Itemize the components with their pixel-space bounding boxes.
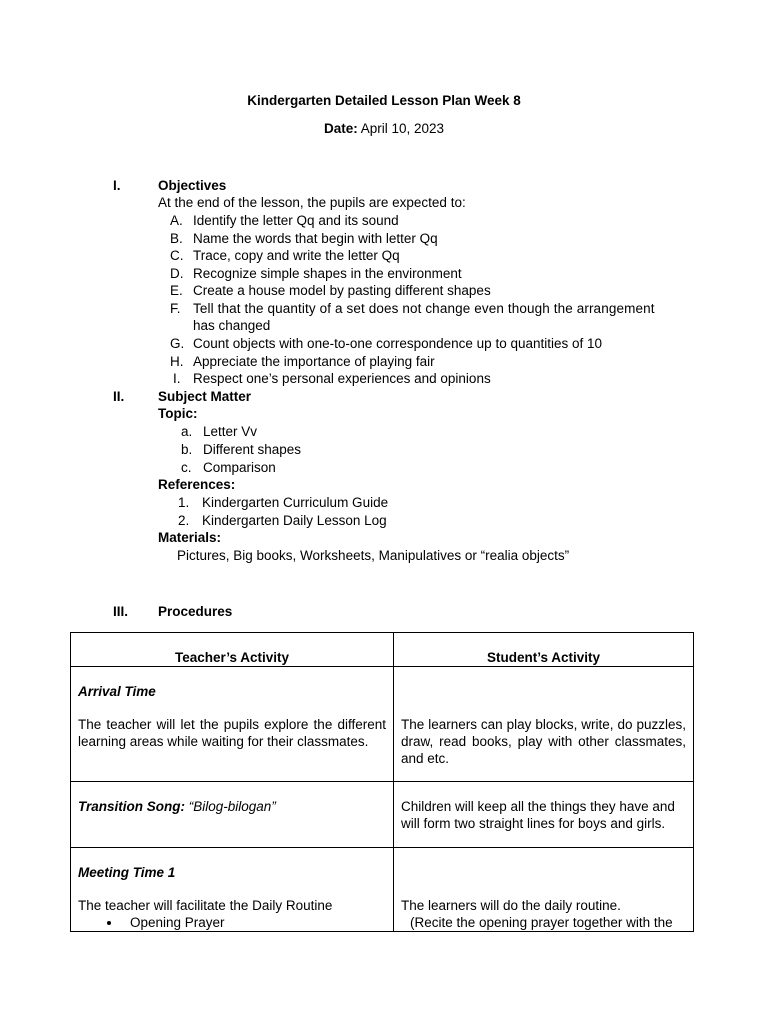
objective-letter: H.	[170, 354, 184, 369]
lesson-date	[0, 121, 768, 136]
meeting-bullet-list	[78, 914, 386, 931]
teacher-activity-header: Teacher’s Activity	[71, 633, 394, 667]
objectives-numeral: I.	[113, 178, 121, 193]
arrival-student-text: The learners can play blocks, write, do puzzles, draw, read books, play with other classmates, and etc.	[401, 717, 686, 766]
objective-letter: E.	[170, 283, 183, 298]
subject-matter-numeral: II.	[113, 389, 125, 404]
date-label: Date:	[323, 121, 358, 136]
reference-number: 1.	[178, 495, 190, 510]
table-header-row	[71, 633, 694, 667]
arrival-student-cell	[394, 667, 694, 782]
objective-item: Create a house model by pasting different shapes	[193, 283, 491, 298]
transition-student-cell	[394, 782, 694, 848]
objective-item: Appreciate the importance of playing fair	[193, 354, 435, 369]
objective-item: Name the words that begin with letter Qq	[193, 231, 438, 246]
objectives-intro: At the end of the lesson, the pupils are expected to:	[158, 195, 466, 210]
table-row	[71, 782, 694, 848]
topic-item: Different shapes	[203, 442, 302, 457]
arrival-teacher-text: The teacher will let the pupils explore the different learning areas while waiting for their classmates.	[78, 717, 386, 749]
objective-letter: A.	[170, 213, 183, 228]
subject-matter-heading: Subject Matter	[158, 389, 252, 404]
table-row	[71, 848, 694, 932]
reference-item: Kindergarten Curriculum Guide	[202, 495, 389, 510]
arrival-teacher-cell	[71, 667, 394, 782]
topic-letter: c.	[181, 460, 192, 475]
procedures-heading: Procedures	[158, 604, 233, 619]
materials-label: Materials:	[158, 530, 222, 545]
topic-item: Comparison	[203, 460, 276, 475]
meeting-teacher-text: The teacher will facilitate the Daily Routine	[78, 898, 333, 913]
table-row	[71, 667, 694, 782]
topic-letter: b.	[181, 442, 193, 457]
topic-letter: a.	[181, 424, 193, 439]
objective-item-continued: has changed	[193, 318, 271, 333]
meeting-student-text-2: (Recite the opening prayer together with the	[410, 915, 673, 930]
objective-item: Identify the letter Qq and its sound	[193, 213, 399, 228]
transition-student-text: Children will keep all the things they have and will form two straight lines for boys and girls.	[401, 799, 675, 831]
topic-item: Letter Vv	[203, 424, 258, 439]
student-activity-header: Student’s Activity	[394, 633, 694, 667]
objectives-heading: Objectives	[158, 178, 227, 193]
procedures-table	[70, 632, 694, 932]
date-value: April 10, 2023	[360, 121, 445, 136]
meeting-heading: Meeting Time 1	[78, 865, 176, 880]
objective-item: Recognize simple shapes in the environment	[193, 266, 462, 281]
objective-letter: F.	[170, 301, 181, 316]
meeting-student-text: The learners will do the daily routine.	[401, 898, 621, 913]
objective-item: Count objects with one-to-one correspondence up to quantities of 10	[193, 336, 603, 351]
objective-letter: D.	[170, 266, 184, 281]
reference-number: 2.	[178, 513, 190, 528]
meeting-student-cell	[394, 848, 694, 932]
objective-letter: C.	[170, 248, 184, 263]
objective-letter: B.	[170, 231, 183, 246]
transition-song-line	[78, 798, 386, 815]
meeting-teacher-cell	[71, 848, 394, 932]
transition-teacher-cell	[71, 782, 394, 848]
transition-song-label: Transition Song:	[78, 799, 185, 814]
transition-song-title: “Bilog-bilogan”	[188, 799, 276, 814]
objective-item: Tell that the quantity of a set does not change even though the arrangement	[193, 301, 655, 316]
reference-item: Kindergarten Daily Lesson Log	[202, 513, 387, 528]
references-label: References:	[158, 477, 236, 492]
materials-text: Pictures, Big books, Worksheets, Manipulatives or “realia objects”	[177, 548, 570, 563]
objective-item: Trace, copy and write the letter Qq	[193, 248, 400, 263]
procedures-numeral: III.	[113, 604, 129, 619]
objective-item: Respect one’s personal experiences and opinions	[193, 371, 491, 386]
document-title: Kindergarten Detailed Lesson Plan Week 8	[247, 93, 521, 108]
topic-label: Topic:	[158, 406, 198, 421]
arrival-heading: Arrival Time	[78, 684, 156, 699]
objective-letter: G.	[170, 336, 185, 351]
list-item: • Opening Prayer	[122, 914, 386, 931]
objective-letter: I.	[173, 371, 181, 386]
